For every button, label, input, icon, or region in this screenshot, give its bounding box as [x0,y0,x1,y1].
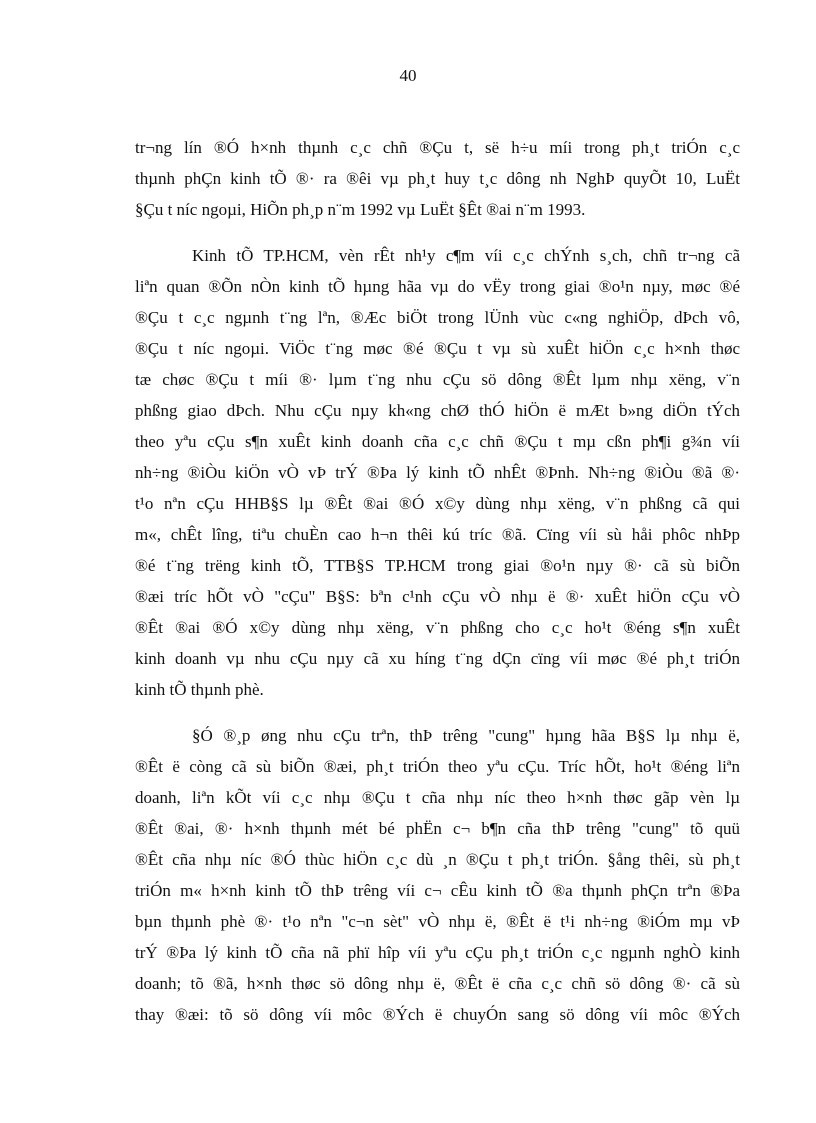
text-line: ®Çu t c¸c ngµnh t¨ng lªn, ®Æc biÖt trong lÜnh vùc c«ng nghiÖp, dÞch vô, [135,308,740,327]
text-line: trÝ ®Þa lý kinh tÕ cña nã phï hîp víi yªu cÇu ph¸t triÓn c¸c ngµnh nghÒ kinh [135,943,740,962]
paragraph [135,240,740,705]
text-line: t¹o nªn cÇu HHB§S lµ ®Êt ®ai ®Ó x©y dùng nhµ xëng, v¨n phßng cã qui [135,494,740,513]
text-line: phßng giao dÞch. Nhu cÇu nµy kh«ng chØ thÓ hiÖn ë mÆt b»ng diÖn tÝch [135,401,740,420]
text-line: Kinh tÕ TP.HCM, vèn rÊt nh¹y c¶m víi c¸c chÝnh s¸ch, chñ tr¬ng cã [192,246,740,265]
paragraph [135,720,740,1030]
text-line: bµn thµnh phè ®· t¹o nªn "c¬n sèt" vÒ nhµ ë, ®Êt ë t¹i nh÷ng ®iÓm mµ vÞ [135,912,740,931]
paragraph [135,132,740,225]
text-line: ®Êt ®ai, ®· h×nh thµnh mét bé phËn c¬ b¶n cña thÞ trêng "cung" tõ quü [135,819,740,838]
body-text [135,132,740,1030]
text-line: kinh doanh vµ nhu cÇu nµy cã xu híng t¨ng dÇn cïng víi møc ®é ph¸t triÓn [135,649,740,668]
text-line: doanh, liªn kÕt víi c¸c nhµ ®Çu t cña nhµ níc theo h×nh thøc gãp vèn lµ [135,788,740,807]
text-line: kinh tÕ thµnh phè. [135,680,264,699]
text-line: ®Êt ë còng cã sù biÕn ®æi, ph¸t triÓn theo yªu cÇu. Tríc hÕt, ho¹t ®éng liªn [135,757,740,776]
text-line: liªn quan ®Õn nÒn kinh tÕ hµng hãa vµ do vËy trong giai ®o¹n nµy, møc ®é [135,277,740,296]
text-line: thay ®æi: tõ sö dông víi môc ®Ých ë chuyÓn sang sö dông víi môc ®Ých [135,1005,740,1024]
text-line: triÓn m« h×nh kinh tÕ thÞ trêng víi c¬ cÊu kinh tÕ ®a thµnh phÇn trªn ®Þa [135,881,740,900]
text-line: §Çu t níc ngoµi, HiÕn ph¸p n¨m 1992 vµ LuËt §Êt ®ai n¨m 1993. [135,200,586,219]
text-line: ®Êt cña nhµ níc ®Ó thùc hiÖn c¸c dù ¸n ®Çu t ph¸t triÓn. §ång thêi, sù ph¸t [135,850,740,869]
text-line: thµnh phÇn kinh tÕ ®· ra ®êi vµ ph¸t huy t¸c dông nh NghÞ quyÕt 10, LuËt [135,169,740,188]
text-line: ®Êt ®ai ®Ó x©y dùng nhµ xëng, v¨n phßng cho c¸c ho¹t ®éng s¶n xuÊt [135,618,740,637]
text-line: tr¬ng lín ®Ó h×nh thµnh c¸c chñ ®Çu t, së h÷u míi trong ph¸t triÓn c¸c [135,138,740,157]
paragraph-gap [135,705,740,720]
text-line: ®æi tríc hÕt vÒ "cÇu" B§S: bªn c¹nh cÇu vÒ nhµ ë ®· xuÊt hiÖn cÇu vÒ [135,587,740,606]
text-line: ®é t¨ng trëng kinh tÕ, TTB§S TP.HCM trong giai ®o¹n nµy ®· cã sù biÕn [135,556,740,575]
text-line: doanh; tõ ®ã, h×nh thøc sö dông nhµ ë, ®Êt ë cña c¸c chñ sö dông ®· cã sù [135,974,740,993]
page-number: 40 [399,66,417,85]
text-line: nh÷ng ®iÒu kiÖn vÒ vÞ trÝ ®Þa lý kinh tÕ nhÊt ®Þnh. Nh÷ng ®iÒu ®ã ®· [135,463,740,482]
text-line: ®Çu t níc ngoµi. ViÖc t¨ng møc ®é ®Çu t vµ sù xuÊt hiÖn c¸c h×nh thøc [135,339,740,358]
text-line: m«, chÊt lîng, tiªu chuÈn cao h¬n thêi kú tríc ®ã. Cïng víi sù håi phôc nhÞp [135,525,740,544]
text-line: theo yªu cÇu s¶n xuÊt kinh doanh cña c¸c chñ ®Çu t mµ cßn ph¶i g¾n víi [135,432,740,451]
paragraph-gap [135,225,740,240]
text-line: tæ chøc ®Çu t míi ®· lµm t¨ng nhu cÇu sö dông ®Êt lµm nhµ xëng, v¨n [135,370,740,389]
text-line: §Ó ®¸p øng nhu cÇu trªn, thÞ trêng "cung" hµng hãa B§S lµ nhµ ë, [192,726,740,745]
